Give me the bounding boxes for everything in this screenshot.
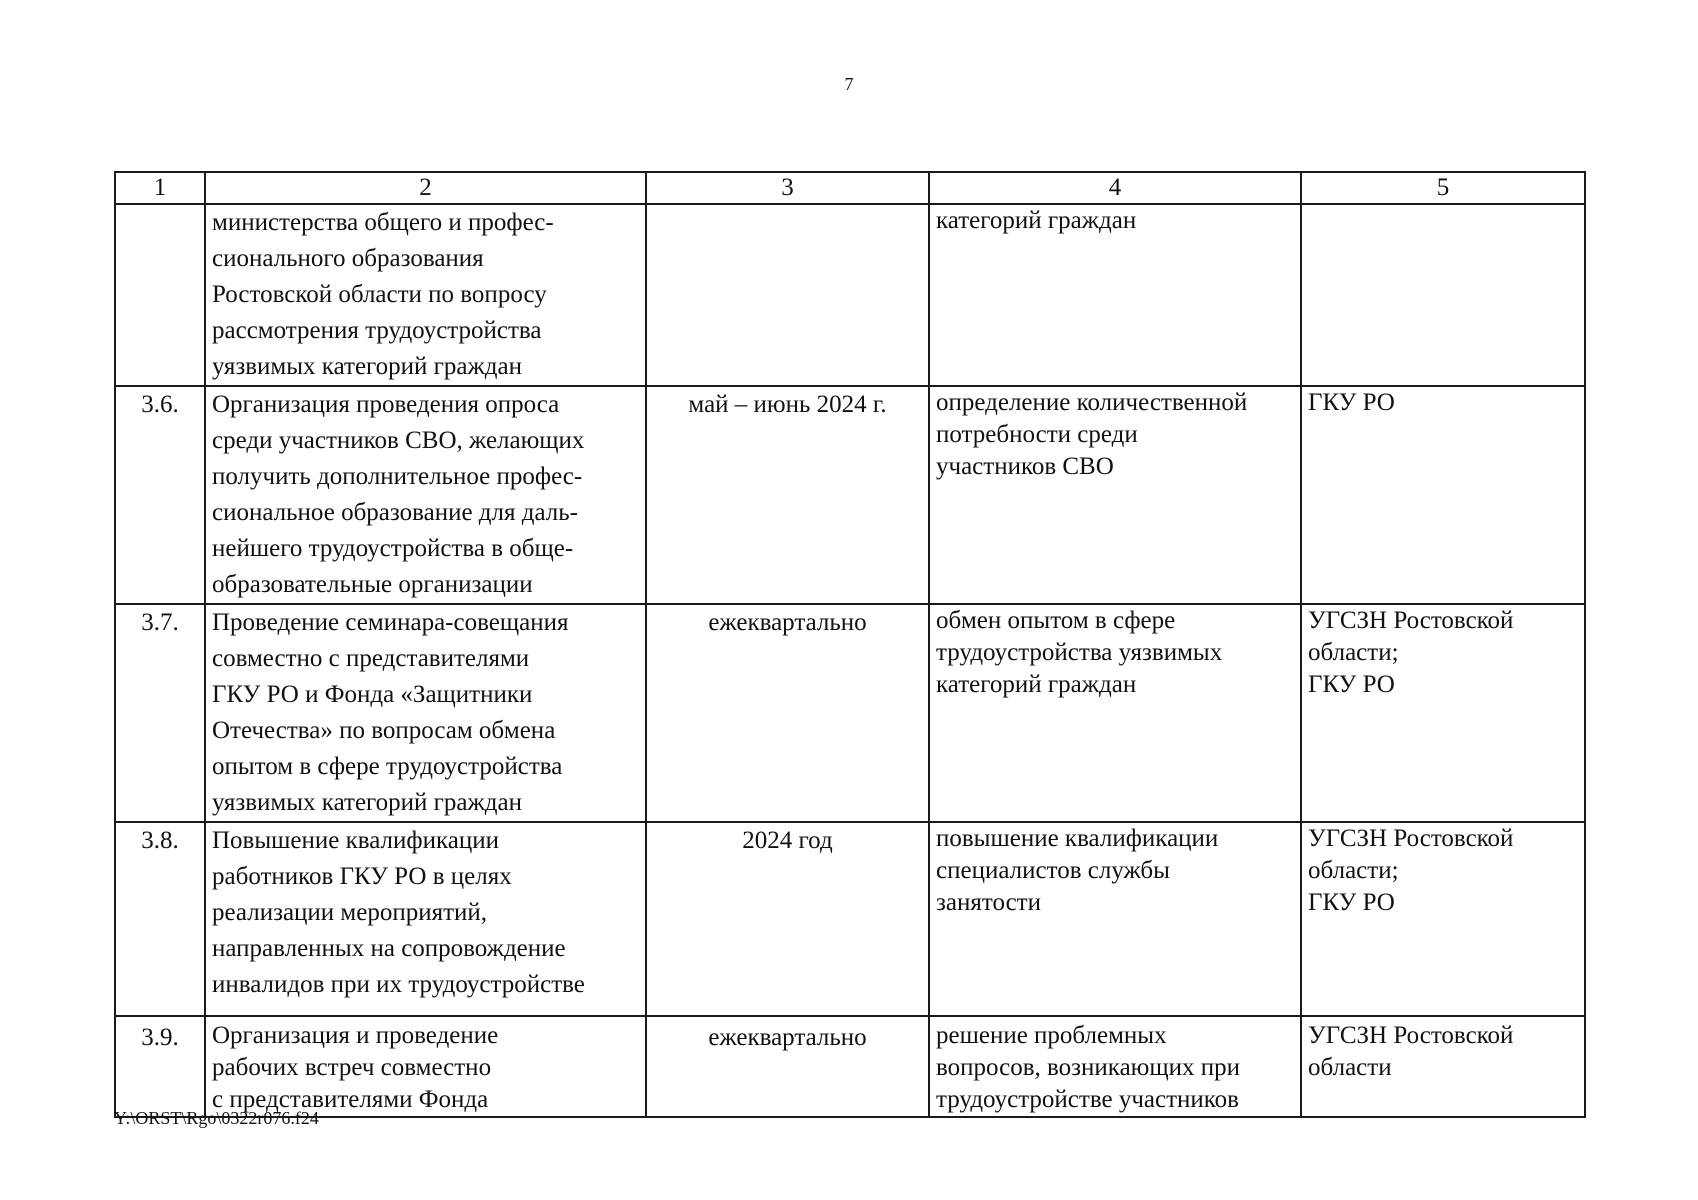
- action-line: Проведение семинара-совещания: [212, 609, 569, 636]
- responsible-line: УГСЗН Ростовской: [1308, 1022, 1514, 1049]
- table-row: [115, 386, 1585, 604]
- term-cell: май – июнь 2024 г.: [646, 386, 929, 604]
- action-cell: [205, 1016, 646, 1117]
- action-line: Отечества» по вопросам обмена: [212, 717, 556, 744]
- table-row: [115, 204, 1585, 386]
- action-line: Организация проведения опроса: [212, 391, 560, 418]
- responsible-line: УГСЗН Ростовской: [1308, 607, 1514, 634]
- result-line: занятости: [936, 889, 1041, 916]
- action-line: инвалидов при их трудоустройстве: [212, 971, 585, 998]
- row-number: 3.8.: [115, 822, 205, 1016]
- responsible-line: области;: [1308, 639, 1399, 666]
- responsible-cell: [1301, 204, 1585, 386]
- action-line: нейшего трудоустройства в обще-: [212, 535, 574, 562]
- action-cell: [205, 386, 646, 604]
- result-cell: [929, 604, 1301, 822]
- term-cell: [646, 204, 929, 386]
- result-line: участников СВО: [936, 453, 1114, 480]
- action-line: рабочих встреч совместно: [212, 1054, 492, 1081]
- header-col-3: 3: [646, 172, 929, 204]
- responsible-cell: [1301, 386, 1585, 604]
- action-line: Ростовской области по вопросу: [212, 281, 547, 308]
- header-col-1: 1: [115, 172, 205, 204]
- cell-content: [936, 1017, 1294, 1116]
- responsible-line: ГКУ РО: [1308, 389, 1395, 416]
- table-row: [115, 1016, 1585, 1117]
- result-line: категорий граждан: [936, 207, 1137, 234]
- table-row: [115, 822, 1585, 1016]
- plan-table: [114, 171, 1586, 1118]
- header-col-2: 2: [205, 172, 646, 204]
- action-line: опытом в сфере трудоустройства: [212, 753, 563, 780]
- responsible-line: области: [1308, 1054, 1392, 1081]
- action-line: с представителями Фонда: [212, 1086, 489, 1113]
- responsible-cell: [1301, 822, 1585, 1016]
- action-line: получить дополнительное профес-: [212, 463, 583, 490]
- action-line: работников ГКУ РО в целях: [212, 863, 512, 890]
- result-line: определение количественной: [936, 389, 1248, 416]
- term-cell: [646, 1016, 929, 1117]
- result-line: специалистов службы: [936, 857, 1170, 884]
- result-line: категорий граждан: [936, 671, 1137, 698]
- row-number: [115, 1016, 205, 1117]
- action-line: среди участников СВО, желающих: [212, 427, 585, 454]
- header-col-4: 4: [929, 172, 1301, 204]
- action-line: рассмотрения трудоустройства: [212, 317, 542, 344]
- result-cell: [929, 204, 1301, 386]
- action-cell: [205, 204, 646, 386]
- action-line: Организация и проведение: [212, 1022, 499, 1049]
- result-line: повышение квалификации: [936, 825, 1219, 852]
- cell-content: [1308, 1017, 1578, 1116]
- responsible-line: УГСЗН Ростовской: [1308, 825, 1514, 852]
- action-cell: [205, 822, 646, 1016]
- result-line: потребности среди: [936, 421, 1138, 448]
- term-cell: 2024 год: [646, 822, 929, 1016]
- action-line: ГКУ РО и Фонда «Защитники: [212, 681, 533, 708]
- page-number: 7: [844, 74, 854, 94]
- file-path-footer: Y:\ORST\Rgo\0322r076.f24: [114, 1108, 319, 1128]
- action-line: направленных на сопровождение: [212, 935, 566, 962]
- header-col-5: 5: [1301, 172, 1585, 204]
- responsible-line: ГКУ РО: [1308, 889, 1395, 916]
- cell-content: ежеквартально: [708, 1024, 867, 1051]
- result-line: вопросов, возникающих при: [936, 1054, 1240, 1081]
- action-line: сиональное образование для даль-: [212, 499, 578, 526]
- responsible-line: области;: [1308, 857, 1399, 884]
- row-number: 3.7.: [115, 604, 205, 822]
- action-line: уязвимых категорий граждан: [212, 353, 522, 380]
- term-cell: ежеквартально: [646, 604, 929, 822]
- cell-content: 3.9.: [141, 1024, 179, 1051]
- row-number: [115, 204, 205, 386]
- row-number: 3.6.: [115, 386, 205, 604]
- result-line: решение проблемных: [936, 1022, 1167, 1049]
- header-row: [115, 172, 1585, 204]
- action-line: образовательные организации: [212, 571, 533, 598]
- action-line: уязвимых категорий граждан: [212, 789, 522, 816]
- action-line: сионального образования: [212, 245, 484, 272]
- responsible-cell: [1301, 1016, 1585, 1117]
- result-line: обмен опытом в сфере: [936, 607, 1176, 634]
- responsible-line: ГКУ РО: [1308, 671, 1395, 698]
- responsible-cell: [1301, 604, 1585, 822]
- cell-content: [212, 1017, 639, 1116]
- table-row: [115, 604, 1585, 822]
- action-line: совместно с представителями: [212, 645, 530, 672]
- action-cell: [205, 604, 646, 822]
- result-line: трудоустройства уязвимых: [936, 639, 1223, 666]
- action-line: Повышение квалификации: [212, 827, 499, 854]
- result-cell: [929, 822, 1301, 1016]
- action-line: министерства общего и профес-: [212, 209, 554, 236]
- result-line: трудоустройстве участников: [936, 1086, 1239, 1113]
- action-line: реализации мероприятий,: [212, 899, 488, 926]
- result-cell: [929, 386, 1301, 604]
- result-cell: [929, 1016, 1301, 1117]
